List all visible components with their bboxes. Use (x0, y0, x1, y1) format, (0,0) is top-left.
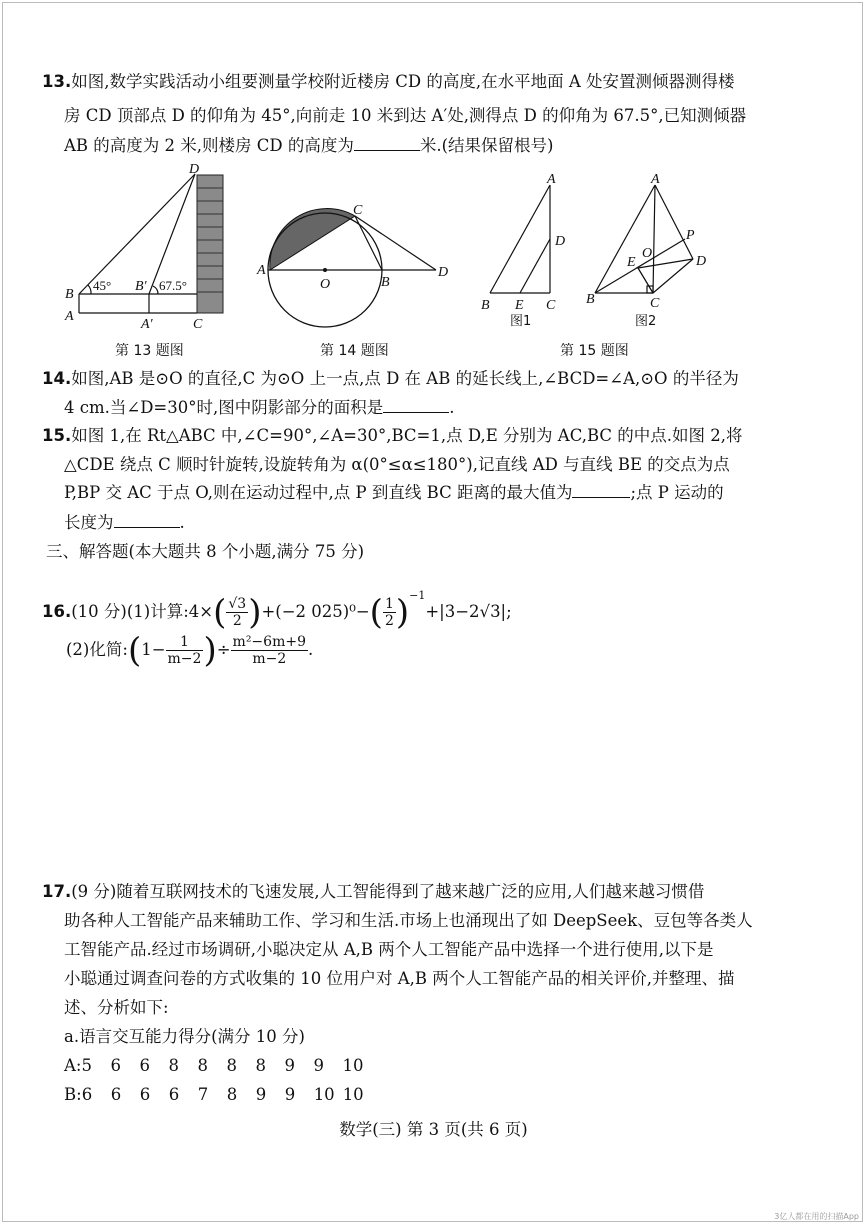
q15-fig2-label-P: P (686, 228, 695, 243)
a-score: 6 (110, 1056, 121, 1075)
q14-label-O: O (320, 277, 331, 292)
q15-fig1-label-A: A (547, 172, 556, 187)
q15-line4 (64, 513, 185, 533)
scanner-watermark: 3亿人都在用的扫描App (774, 1212, 859, 1221)
q17-line4: 小聪通过调查问卷的方式收集的 10 位用户对 A,B 两个人工智能产品的相关评价,并整理、描 (64, 969, 735, 988)
q13-text1: 如图,数学实践活动小组要测量学校附近楼房 CD 的高度,在水平地面 A 处安置测倾器测得楼 (71, 72, 735, 91)
q14-text1: 如图,AB 是⊙O 的直径,C 为⊙O 上一点,点 D 在 AB 的延长线上,∠BCD=∠A,⊙O 的半径为 (71, 369, 739, 388)
q16-part2-prefix: (2)化简: (66, 640, 128, 659)
b-score: 6 (139, 1085, 151, 1104)
a-score: 8 (168, 1056, 179, 1075)
q15-fig2-label-D: D (696, 254, 707, 269)
q13-label-C: C (193, 317, 203, 332)
q15-caption: 第 15 题图 (560, 343, 629, 359)
q17-line6: a.语言交互能力得分(满分 10 分) (64, 1027, 305, 1046)
q14-answer-blank (383, 398, 449, 413)
q15-figure1 (475, 165, 575, 330)
q16-number: 16. (42, 602, 72, 621)
q16-part1-prefix: (10 分)(1)计算:4× (71, 602, 214, 621)
q13-label-B2: B′ (135, 279, 147, 294)
b-score: 9 (255, 1085, 267, 1104)
q15-fig2-label-B: B (586, 292, 595, 307)
b-score: 6 (110, 1085, 122, 1104)
q16-frac4: $\frac{\text{m²−6m+9}}{m-2}$ (232, 634, 306, 667)
q15-fig2-label-O: O (642, 246, 653, 261)
a-score: 8 (255, 1056, 266, 1075)
a-score: 10 (342, 1056, 364, 1075)
q16-part1: 16.(10 分)(1)计算:4×( $\frac{√3}{2}$ )+(−2 025)⁰−( $\frac{1}{2}$ )$^{-1}$+|3−2√3|; (42, 589, 512, 633)
q17-number: 17. (42, 882, 72, 901)
q13-label-A: A (65, 309, 74, 324)
q14-text2b: . (449, 398, 455, 417)
q17-row-A (64, 1056, 371, 1075)
q13-line1 (42, 72, 734, 92)
q15-number: 15. (42, 426, 72, 445)
q16-frac2: $\frac{1}{2}$ (384, 596, 394, 629)
q15-fig1-label-B: B (481, 298, 490, 313)
q16-part2-tail: . (308, 640, 314, 659)
q15-text3a: P,BP 交 AC 于点 O,则在运动过程中,点 P 到直线 BC 距离的最大值为 (64, 483, 573, 502)
q15-fig1-label-E: E (515, 298, 524, 313)
q16-frac3: $\frac{1}{m-2}$ (167, 634, 202, 667)
q15-line1 (42, 426, 743, 446)
b-score: 7 (197, 1085, 209, 1104)
b-score: 6 (81, 1085, 93, 1104)
b-score: 10 (342, 1085, 364, 1104)
b-score: 6 (168, 1085, 180, 1104)
q15-fig1-label-D: D (555, 234, 566, 249)
q16-exp: −1 (409, 589, 426, 602)
q15-text3b: ;点 P 运动的 (630, 483, 724, 502)
b-score: 9 (284, 1085, 296, 1104)
q16-part2-one: 1− (141, 640, 166, 659)
q17-line1 (42, 882, 704, 902)
q15-figure2 (580, 165, 720, 330)
q15-answer-blank1 (572, 483, 630, 498)
q14-line2 (64, 398, 455, 418)
q15-text4a: 长度为 (64, 513, 114, 532)
q16-frac1: $\frac{√3}{2}$ (228, 596, 247, 629)
q13-label-D: D (189, 162, 200, 177)
a-score: 5 (81, 1056, 92, 1075)
q14-number: 14. (42, 369, 72, 388)
q13-label-A2: A′ (141, 317, 153, 332)
q13-text3a: AB 的高度为 2 米,则楼房 CD 的高度为 (64, 136, 354, 155)
q15-fig2-label-E: E (627, 255, 636, 270)
q15-fig1-caption: 图1 (510, 314, 532, 329)
q15-text4b: . (179, 513, 185, 532)
a-score: 8 (197, 1056, 208, 1075)
a-score: 8 (226, 1056, 237, 1075)
b-score: 10 (313, 1085, 335, 1104)
q14-caption: 第 14 题图 (320, 343, 389, 359)
q16-part1-mid: +(−2 025)⁰− (261, 602, 370, 621)
q13-answer-blank (354, 136, 420, 151)
q16-part1-tail: +|3−2√3|; (425, 602, 512, 621)
q17-line5: 述、分析如下: (64, 998, 169, 1017)
q15-text1: 如图 1,在 Rt△ABC 中,∠C=90°,∠A=30°,BC=1,点 D,E 分别为 AC,BC 的中点.如图 2,将 (71, 426, 743, 445)
b-score: 8 (226, 1085, 238, 1104)
q15-line3 (64, 483, 724, 503)
q17-text1: (9 分)随着互联网技术的飞速发展,人工智能得到了越来越广泛的应用,人们越来越习惯借 (71, 882, 705, 901)
q14-label-B: B (381, 275, 390, 290)
q17-row-B (64, 1085, 372, 1104)
q16-div: ÷ (216, 640, 231, 659)
section3-heading: 三、解答题(本大题共 8 个小题,满分 75 分) (46, 542, 365, 561)
q15-fig2-label-C: C (650, 296, 660, 311)
q13-angle-675: 67.5° (159, 278, 187, 293)
q13-line3 (64, 136, 554, 156)
q13-text3b: 米.(结果保留根号) (419, 136, 554, 155)
q14-text2a: 4 cm.当∠D=30°时,图中阴影部分的面积是 (64, 398, 384, 417)
a-score: 6 (139, 1056, 150, 1075)
page-footer: 数学(三) 第 3 页(共 6 页) (339, 1120, 528, 1139)
q13-line2: 房 CD 顶部点 D 的仰角为 45°,向前走 10 米到达 A′处,测得点 D 的仰角为 67.5°,已知测倾器 (64, 106, 747, 125)
a-score: 9 (284, 1056, 295, 1075)
q17-line2: 助各种人工智能产品来辅助工作、学习和生活.市场上也涌现出了如 DeepSeek、豆包等各类人 (64, 911, 753, 930)
q13-figure (55, 160, 235, 338)
q13-angle-45: 45° (93, 278, 112, 293)
q15-fig2-caption: 图2 (635, 314, 657, 329)
q14-line1 (42, 369, 739, 389)
q15-fig2-label-A: A (651, 172, 660, 187)
q13-caption: 第 13 题图 (115, 343, 184, 359)
q16-part2: (2)化简:(1− $\frac{1}{m-2}$ )÷ $\frac{\text{m²−6m+9}}{m-2}$ . (66, 630, 314, 671)
q17-rowA-label: A: (64, 1056, 82, 1075)
q13-label-B: B (65, 287, 74, 302)
q14-label-A: A (257, 263, 266, 278)
a-score: 9 (313, 1056, 324, 1075)
q17-line3: 工智能产品.经过市场调研,小聪决定从 A,B 两个人工智能产品中选择一个进行使用,以下是 (64, 940, 714, 959)
q13-number: 13. (42, 72, 72, 91)
q15-fig1-label-C: C (546, 298, 556, 313)
q14-label-C: C (353, 203, 363, 218)
q17-rowB-label: B: (64, 1085, 82, 1104)
q15-line2: △CDE 绕点 C 顺时针旋转,设旋转角为 α(0°≤α≤180°),记直线 AD 与直线 BE 的交点为点 (64, 455, 730, 474)
q14-label-D: D (438, 265, 449, 280)
q15-answer-blank2 (114, 513, 180, 528)
q14-figure (255, 200, 455, 335)
